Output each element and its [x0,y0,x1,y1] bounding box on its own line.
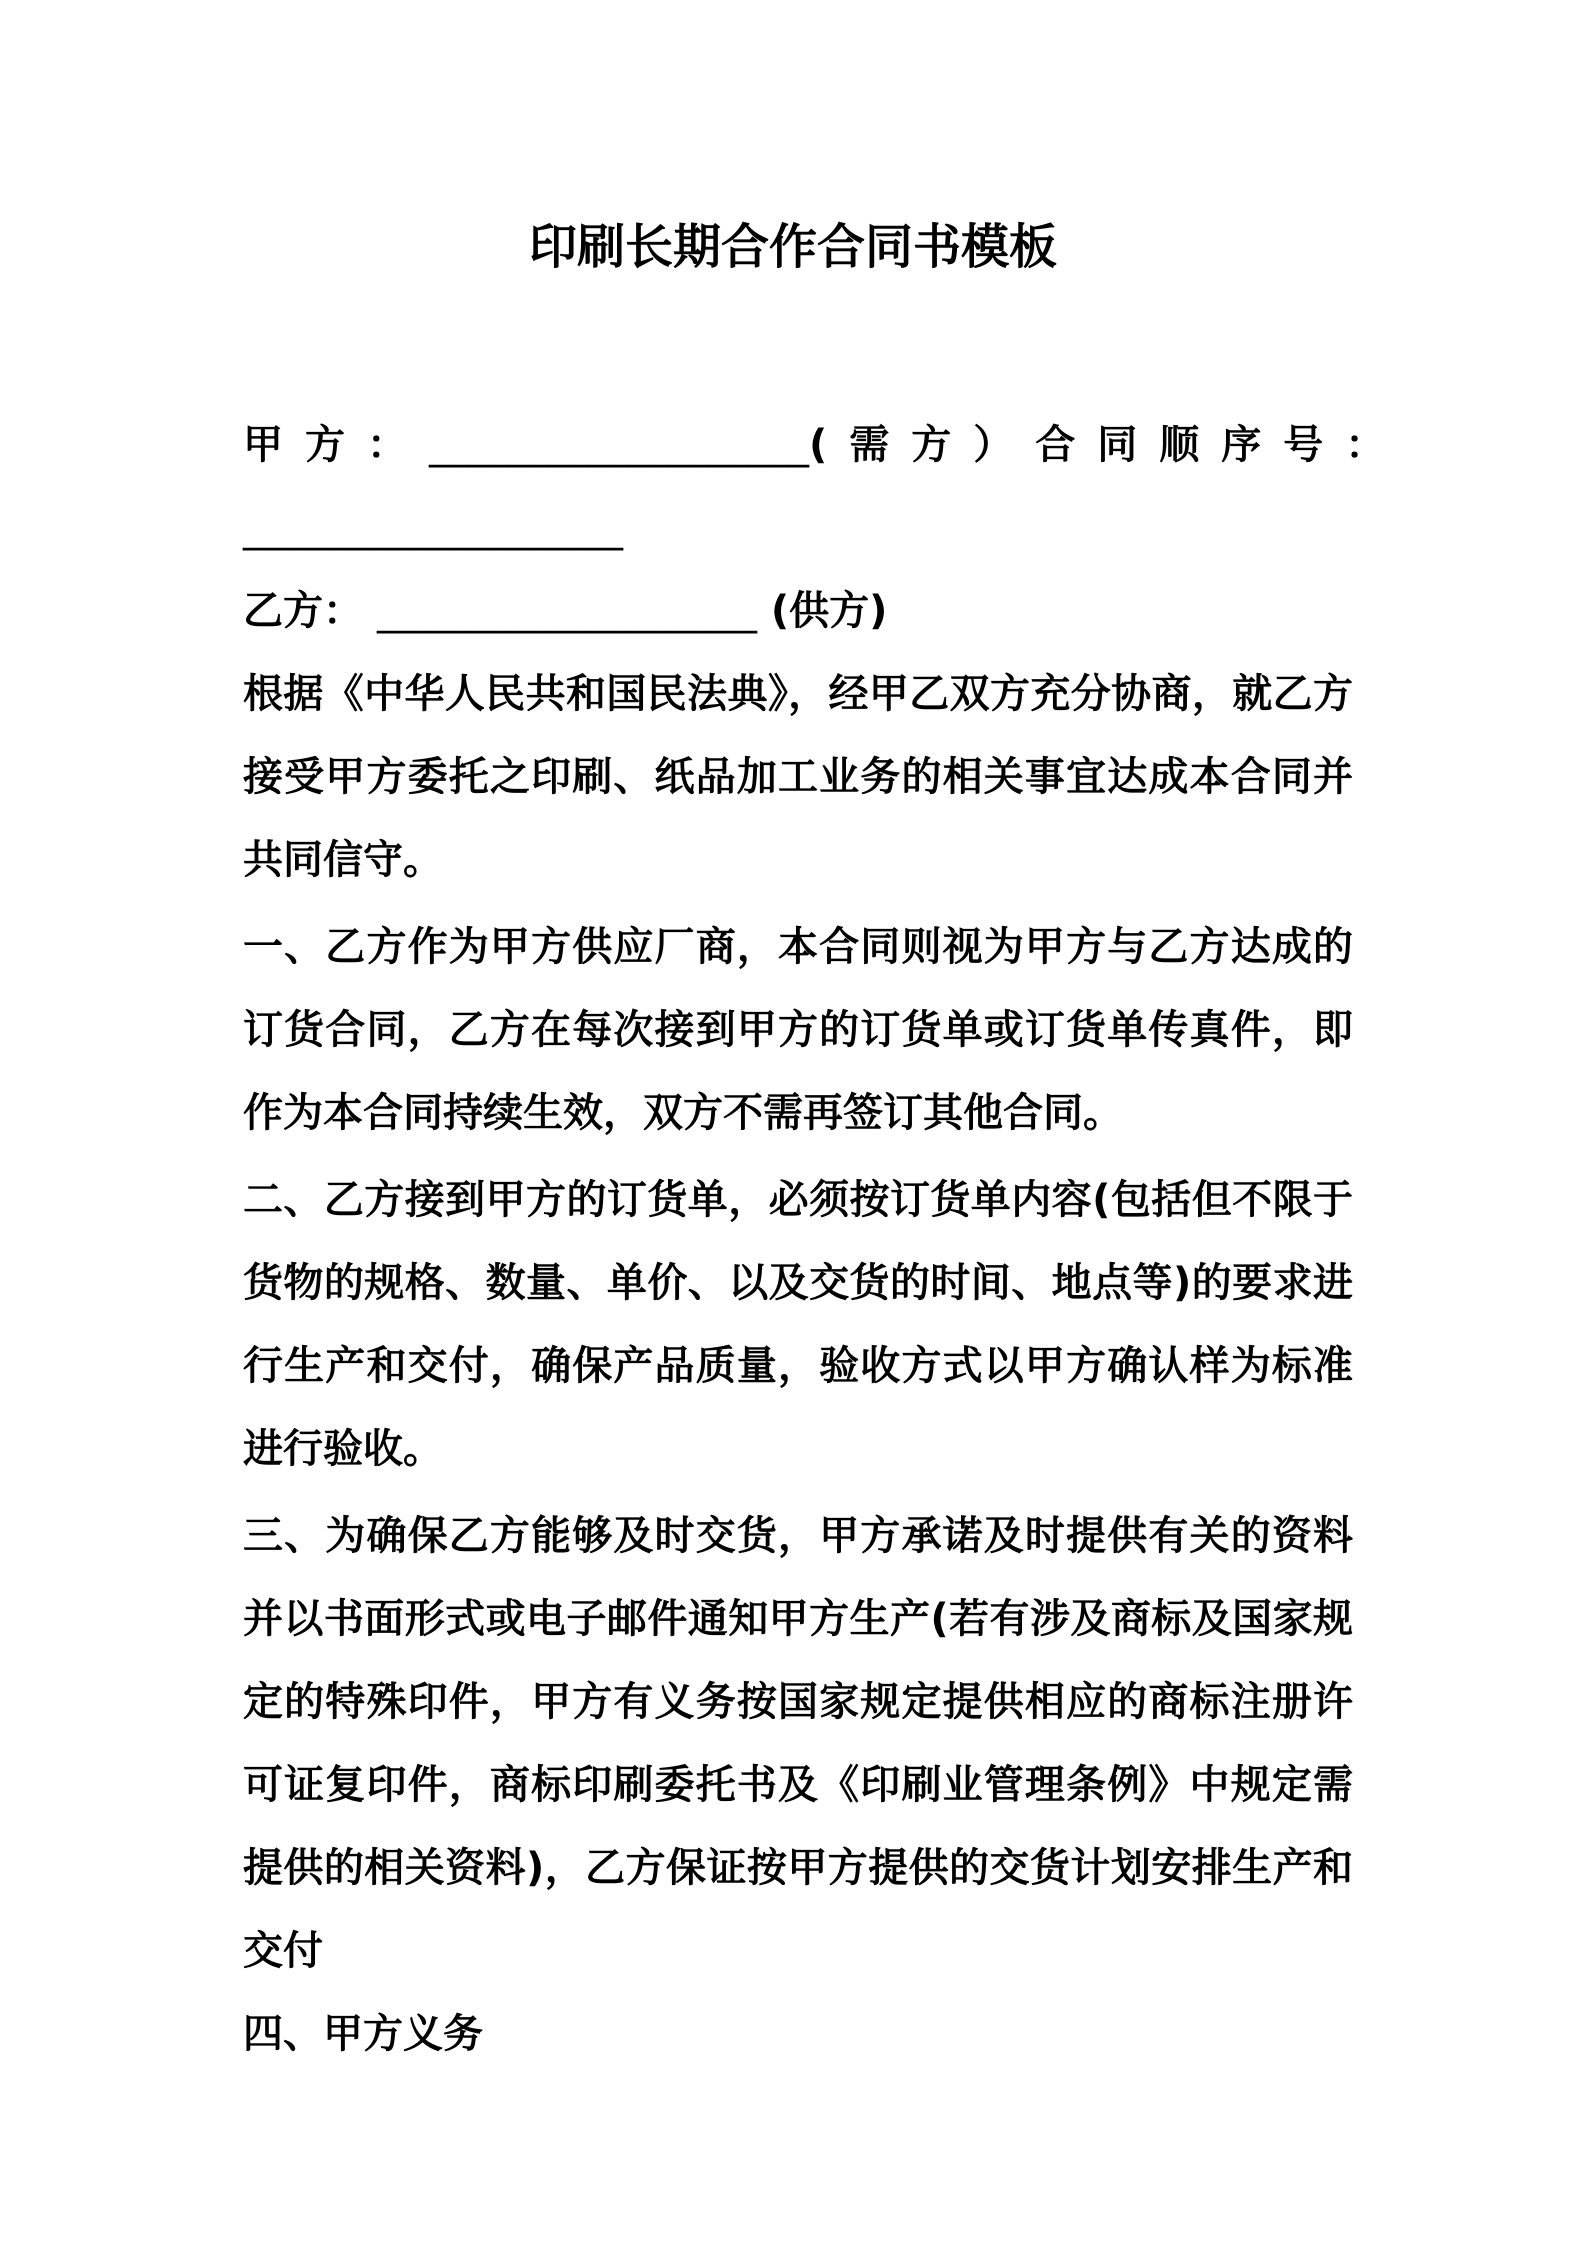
paragraph-clause-2: 二、乙方接到甲方的订货单，必须按订货单内容(包括但不限于货物的规格、数量、单价、以及交货的时间、地点等)的要求进行生产和交付，确保产品质量，验收方式以甲方确认样为标准进行验收。 [243,1177,1353,1472]
party-a-label: 甲方： [243,422,429,468]
paragraph-clause-1: 一、乙方作为甲方供应厂商，本合同则视为甲方与乙方达成的订货合同，乙方在每次接到甲方的订货单或订货单传真件，即作为本合同持续生效，双方不需再签订其他合同。 [243,924,1353,1136]
contract-number-label: 合同顺序号： [1035,422,1408,468]
party-b-line [243,570,1353,653]
party-b-blank: ___________________ [376,588,757,634]
party-a-blank: ___________________ [429,422,809,468]
party-b-label: 乙方： [243,588,363,634]
contract-number-blank: ___________________ [243,505,623,551]
party-a-line [243,404,1408,487]
party-b-role: (供方) [770,588,888,634]
paragraph-preamble: 根据《中华人民共和国民法典》，经甲乙双方充分协商，就乙方接受甲方委托之印刷、纸品加工业务的相关事宜达成本合同并共同信守。 [243,671,1353,883]
paragraph-clause-4-heading: 四、甲方义务 [243,2011,483,2057]
party-a-role: (需方） [809,422,1036,468]
paragraph-clause-3: 三、为确保乙方能够及时交货，甲方承诺及时提供有关的资料并以书面形式或电子邮件通知甲方生产(若有涉及商标及国家规定的特殊印件，甲方有义务按国家规定提供相应的商标注册许可证复印件，商标印刷委托书及《印刷业管理条例》中规定需提供的相关资料)，乙方保证按甲方提供的交货计划安排生产和交付 [243,1513,1353,1974]
document-title: 印刷长期合作合同书模板 [528,219,1057,275]
contract-number-line [243,487,1353,570]
document-body [243,404,1408,2076]
